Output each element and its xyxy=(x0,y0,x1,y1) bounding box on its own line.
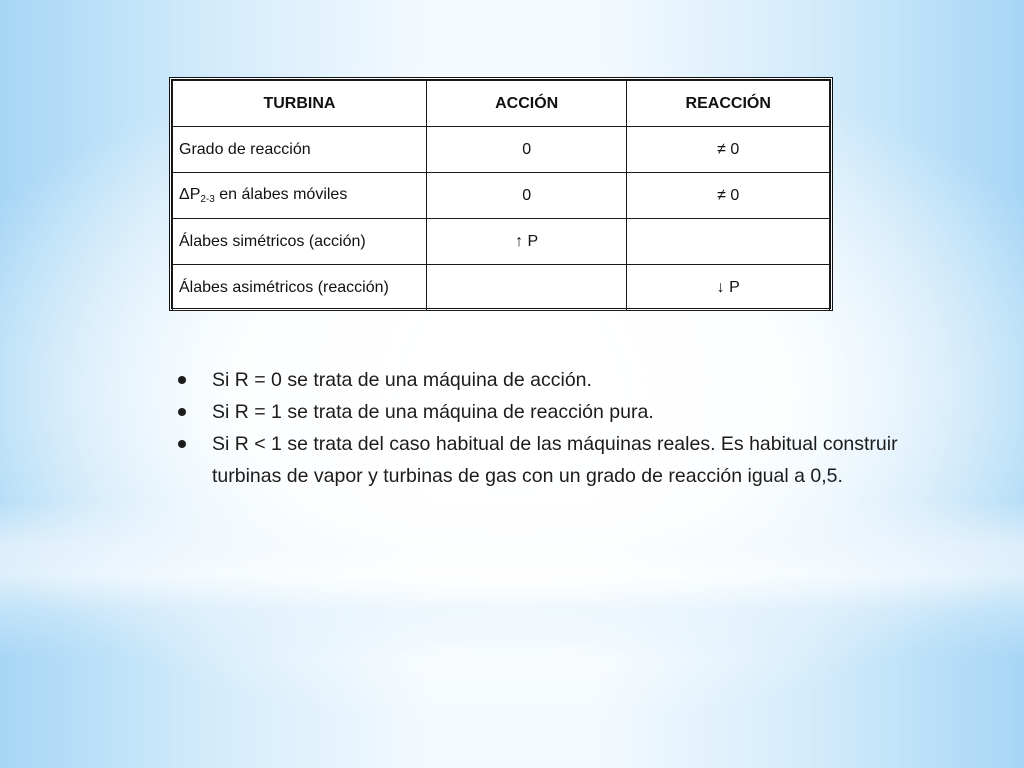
cell-reaccion: ≠ 0 xyxy=(627,127,830,173)
row-label-simetricos: Álabes simétricos (acción) xyxy=(173,219,427,265)
bullet-text: Si R < 1 se trata del caso habitual de las máquinas reales. Es habitual construir turbinas de vapor y turbinas de gas con un grado de reacción igual a 0,5. xyxy=(212,433,898,487)
bullet-dot-icon xyxy=(178,376,186,384)
cell-accion xyxy=(426,265,627,311)
row-label-asimetricos: Álabes asimétricos (reacción) xyxy=(173,265,427,311)
delta-p-text: en álabes móviles xyxy=(214,186,348,203)
row-label-grado: Grado de reacción xyxy=(173,127,427,173)
cell-reaccion: ↓ P xyxy=(627,265,830,311)
bullet-text: Si R = 0 se trata de una máquina de acción. xyxy=(212,369,592,391)
cell-reaccion: ≠ 0 xyxy=(627,173,830,219)
header-reaccion: REACCIÓN xyxy=(627,81,830,127)
cell-accion: ↑ P xyxy=(426,219,627,265)
delta-p-subscript: 2-3 xyxy=(200,194,215,205)
table-row xyxy=(173,173,830,219)
cell-reaccion xyxy=(627,219,830,265)
bullet-list xyxy=(172,364,972,492)
bullet-text: Si R = 1 se trata de una máquina de reacción pura. xyxy=(212,401,654,423)
header-accion: ACCIÓN xyxy=(426,81,627,127)
header-turbina: TURBINA xyxy=(173,81,427,127)
table-row xyxy=(173,127,830,173)
table-row xyxy=(173,219,830,265)
cell-accion: 0 xyxy=(426,173,627,219)
comparison-table xyxy=(169,77,833,311)
list-item xyxy=(172,364,972,396)
cell-accion: 0 xyxy=(426,127,627,173)
bullet-dot-icon xyxy=(178,440,186,448)
table-header-row xyxy=(173,81,830,127)
turbine-table xyxy=(172,80,830,311)
list-item xyxy=(172,428,972,492)
table-row xyxy=(173,265,830,311)
row-label-delta-p xyxy=(173,173,427,219)
bullet-dot-icon xyxy=(178,408,186,416)
delta-p-symbol: ΔP xyxy=(179,186,201,203)
list-item xyxy=(172,396,972,428)
